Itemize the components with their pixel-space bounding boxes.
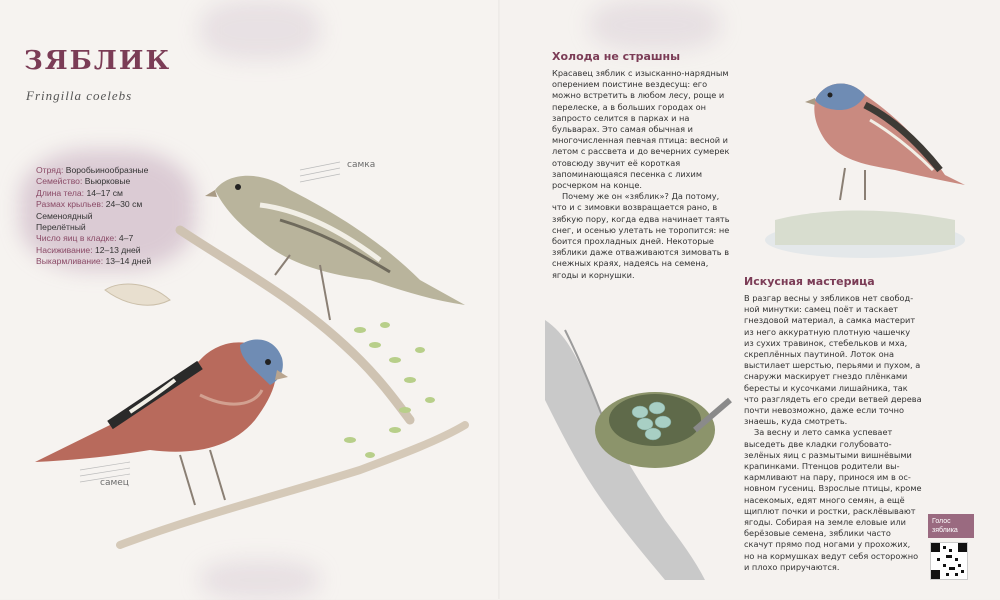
fact-row: Семейство: Вьюрковые bbox=[36, 176, 131, 187]
male-chaffinch bbox=[35, 339, 288, 505]
fact-row: Размах крыльев: 24–30 см bbox=[36, 199, 143, 210]
feather-icon bbox=[105, 284, 170, 305]
chaffinch-illustration bbox=[0, 0, 500, 599]
page-title: ЗЯБЛИК bbox=[24, 46, 172, 76]
nest-illustration bbox=[545, 320, 735, 580]
standing-chaffinch-illustration bbox=[755, 60, 975, 260]
female-label: самка bbox=[347, 160, 376, 170]
section-heading-cold: Холода не страшны bbox=[552, 50, 681, 63]
fact-row: Число яиц в кладке: 4–7 bbox=[36, 233, 134, 244]
section-text-nest: В разгар весны у зябликов нет свободной минутки: самец поёт и таскает гнездовой материал, а самка мастерит из него аккуратную плотную чашечку из сухих травинок, стебельков и мха, скреплённых паутиной. Лоток она выстилает шерстью, перьями и пухом, а снаружи маскирует гнездо плёнками бересты и кусочками лишайника, так что разглядеть его среди ветвей дерева почти невозможно, даже если точно знаешь, куда смотреть. За весну и лето самка успевает выседеть две кладки голубовато-зелёных яиц с размытыми вишнёвыми крапинками. Птенцов родители выкармливают на пару, принося им в основном гусениц. Взрослые птицы, кроме насекомых, едят много семян, а ещё щиплют почки и ростки, расклёвывают ягоды. Собирая на земле еловые или берёзовые семена, зяблики часто скачут прямо под ногами у прохожих, но на кормушках ведут себя осторожно и плохо приручаются. bbox=[744, 293, 922, 572]
left-page bbox=[0, 0, 500, 599]
fact-row: Насиживание: 12–13 дней bbox=[36, 244, 141, 255]
fact-row: Длина тела: 14–17 см bbox=[36, 187, 123, 198]
voice-label: Голос зяблика bbox=[928, 514, 974, 538]
female-chaffinch bbox=[205, 176, 465, 320]
right-page bbox=[500, 0, 1000, 599]
section-heading-nest: Искусная мастерица bbox=[744, 275, 875, 288]
male-label: самец bbox=[100, 478, 129, 488]
qr-code-icon[interactable] bbox=[930, 542, 968, 580]
section-text-cold: Красавец зяблик с изысканно-нарядным оперением поистине вездесущ: его можно встретить в любом лесу, роще и перелеске, а в больших городах он запросто селится в парках и на бульварах. Это самая обычная и многочисленная певчая птица: весной и летом с рассвета и до вечерних сумерек отовсюду звучит её короткая запоминающаяся песенка с лихим росчерком на конце. Почему же он «зяблик»? Да потому, что и с зимовки возвращается рано, в зябкую пору, когда едва начинает таять снег, и осенью улетать не торопится: не боится прохладных дней. Некоторые зяблики даже отваживаются зимовать в снежных краях, надеясь на семена, ягоды и корнушки. bbox=[552, 68, 730, 280]
top-watercolor-wash bbox=[590, 0, 720, 50]
fact-row: Отряд: Воробьинообразные bbox=[36, 165, 149, 175]
latin-name: Fringilla coelebs bbox=[26, 88, 133, 103]
fact-row: Семеноядный bbox=[36, 210, 93, 221]
fact-row: Выкармливание: 13–14 дней bbox=[36, 256, 152, 267]
fact-row: Перелётный bbox=[36, 222, 86, 233]
